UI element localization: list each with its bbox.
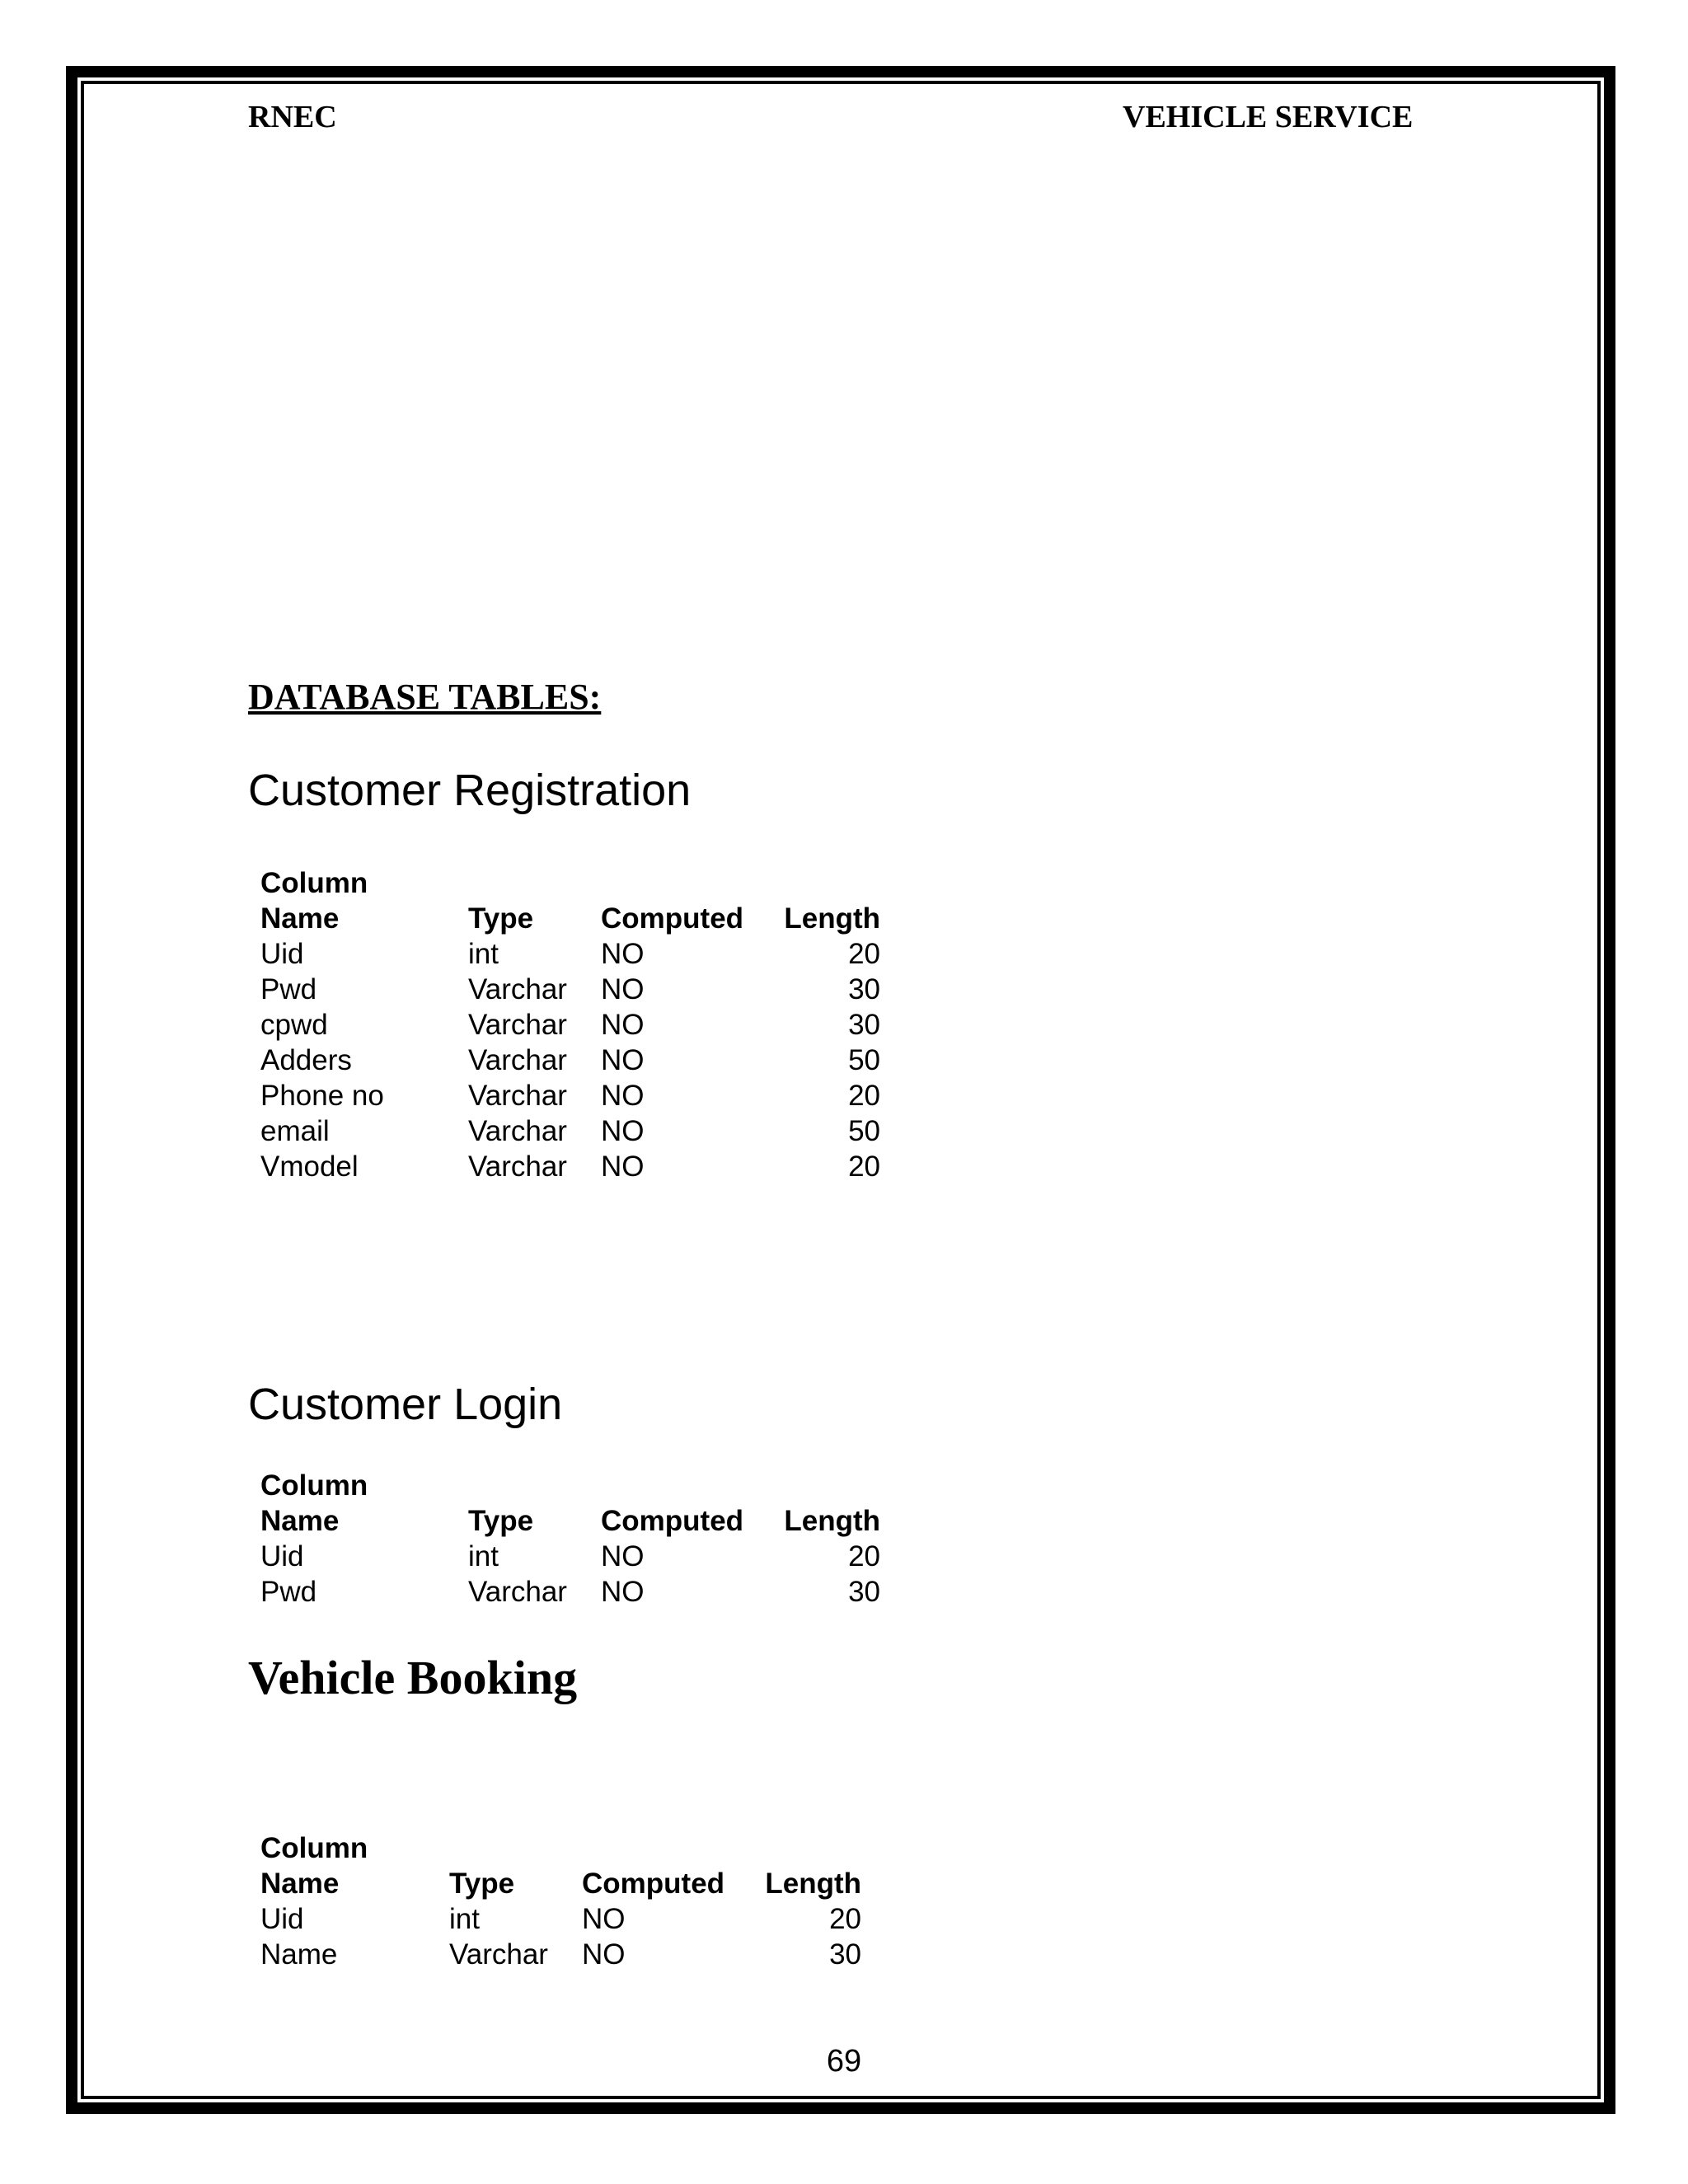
cell-name: Phone no xyxy=(260,1080,384,1112)
page-number: 69 xyxy=(826,2044,862,2079)
cell-computed: NO xyxy=(601,1044,645,1076)
cell-type: int xyxy=(468,1540,499,1572)
cell-type: Varchar xyxy=(468,1576,567,1608)
cell-computed: NO xyxy=(601,1009,645,1041)
section-title: DATABASE TABLES: xyxy=(248,677,602,717)
cell-type: Varchar xyxy=(449,1938,548,1971)
cell-length: 30 xyxy=(848,1009,880,1041)
cell-type: Varchar xyxy=(468,1080,567,1112)
cell-name: Vmodel xyxy=(260,1151,359,1183)
cell-length: 30 xyxy=(829,1938,861,1971)
cell-computed: NO xyxy=(601,1080,645,1112)
cell-computed: NO xyxy=(601,1540,645,1572)
cell-computed: NO xyxy=(601,1115,645,1147)
column-header-type: Type xyxy=(468,902,534,935)
cell-name: Uid xyxy=(260,1540,304,1572)
table-row xyxy=(260,1149,880,1184)
table-row xyxy=(260,936,880,972)
column-header-computed: Computed xyxy=(582,1868,725,1900)
cell-length: 20 xyxy=(848,1080,880,1112)
table-title-customer-registration: Customer Registration xyxy=(248,766,692,815)
cell-type: Varchar xyxy=(468,1115,567,1147)
table-row xyxy=(260,1901,861,1937)
table-row xyxy=(260,1078,880,1113)
cell-length: 20 xyxy=(829,1903,861,1935)
table-row xyxy=(260,972,880,1007)
table-row xyxy=(260,1043,880,1078)
cell-length: 20 xyxy=(848,1540,880,1572)
column-header-computed: Computed xyxy=(601,1505,744,1537)
cell-type: int xyxy=(468,938,499,970)
cell-type: int xyxy=(449,1903,480,1935)
table-row xyxy=(260,1007,880,1043)
column-header-length: Length xyxy=(765,1868,861,1900)
header-right: VEHICLE SERVICE xyxy=(1123,100,1414,134)
cell-name: Adders xyxy=(260,1044,352,1076)
cell-length: 20 xyxy=(848,938,880,970)
cell-name: cpwd xyxy=(260,1009,328,1041)
table-customer-registration xyxy=(260,865,880,1184)
cell-name: Name xyxy=(260,1938,338,1971)
column-header-type: Type xyxy=(449,1868,515,1900)
cell-length: 50 xyxy=(848,1115,880,1147)
table-title-customer-login: Customer Login xyxy=(248,1380,563,1429)
cell-computed: NO xyxy=(601,1151,645,1183)
cell-length: 20 xyxy=(848,1151,880,1183)
cell-type: Varchar xyxy=(468,1009,567,1041)
table-row xyxy=(260,1937,861,1972)
cell-name: Uid xyxy=(260,1903,304,1935)
table-vehicle-booking xyxy=(260,1830,861,1972)
cell-computed: NO xyxy=(601,973,645,1005)
cell-length: 30 xyxy=(848,973,880,1005)
column-header-name: Column Name xyxy=(260,867,368,935)
cell-length: 50 xyxy=(848,1044,880,1076)
cell-name: Pwd xyxy=(260,973,317,1005)
table-row xyxy=(260,1113,880,1149)
table-row xyxy=(260,1539,880,1574)
cell-type: Varchar xyxy=(468,973,567,1005)
cell-type: Varchar xyxy=(468,1151,567,1183)
cell-type: Varchar xyxy=(468,1044,567,1076)
cell-computed: NO xyxy=(582,1903,626,1935)
cell-computed: NO xyxy=(582,1938,626,1971)
cell-computed: NO xyxy=(601,1576,645,1608)
cell-computed: NO xyxy=(601,938,645,970)
column-header-type: Type xyxy=(468,1505,534,1537)
column-header-computed: Computed xyxy=(601,902,744,935)
cell-name: Pwd xyxy=(260,1576,317,1608)
column-header-name: Column Name xyxy=(260,1469,368,1537)
column-header-length: Length xyxy=(784,1505,880,1537)
table-customer-login xyxy=(260,1468,880,1610)
cell-name: Uid xyxy=(260,938,304,970)
column-header-length: Length xyxy=(784,902,880,935)
cell-length: 30 xyxy=(848,1576,880,1608)
cell-name: email xyxy=(260,1115,330,1147)
table-title-vehicle-booking: Vehicle Booking xyxy=(248,1651,578,1704)
column-header-name: Column Name xyxy=(260,1832,368,1900)
table-row xyxy=(260,1574,880,1610)
header-left: RNEC xyxy=(248,100,337,134)
